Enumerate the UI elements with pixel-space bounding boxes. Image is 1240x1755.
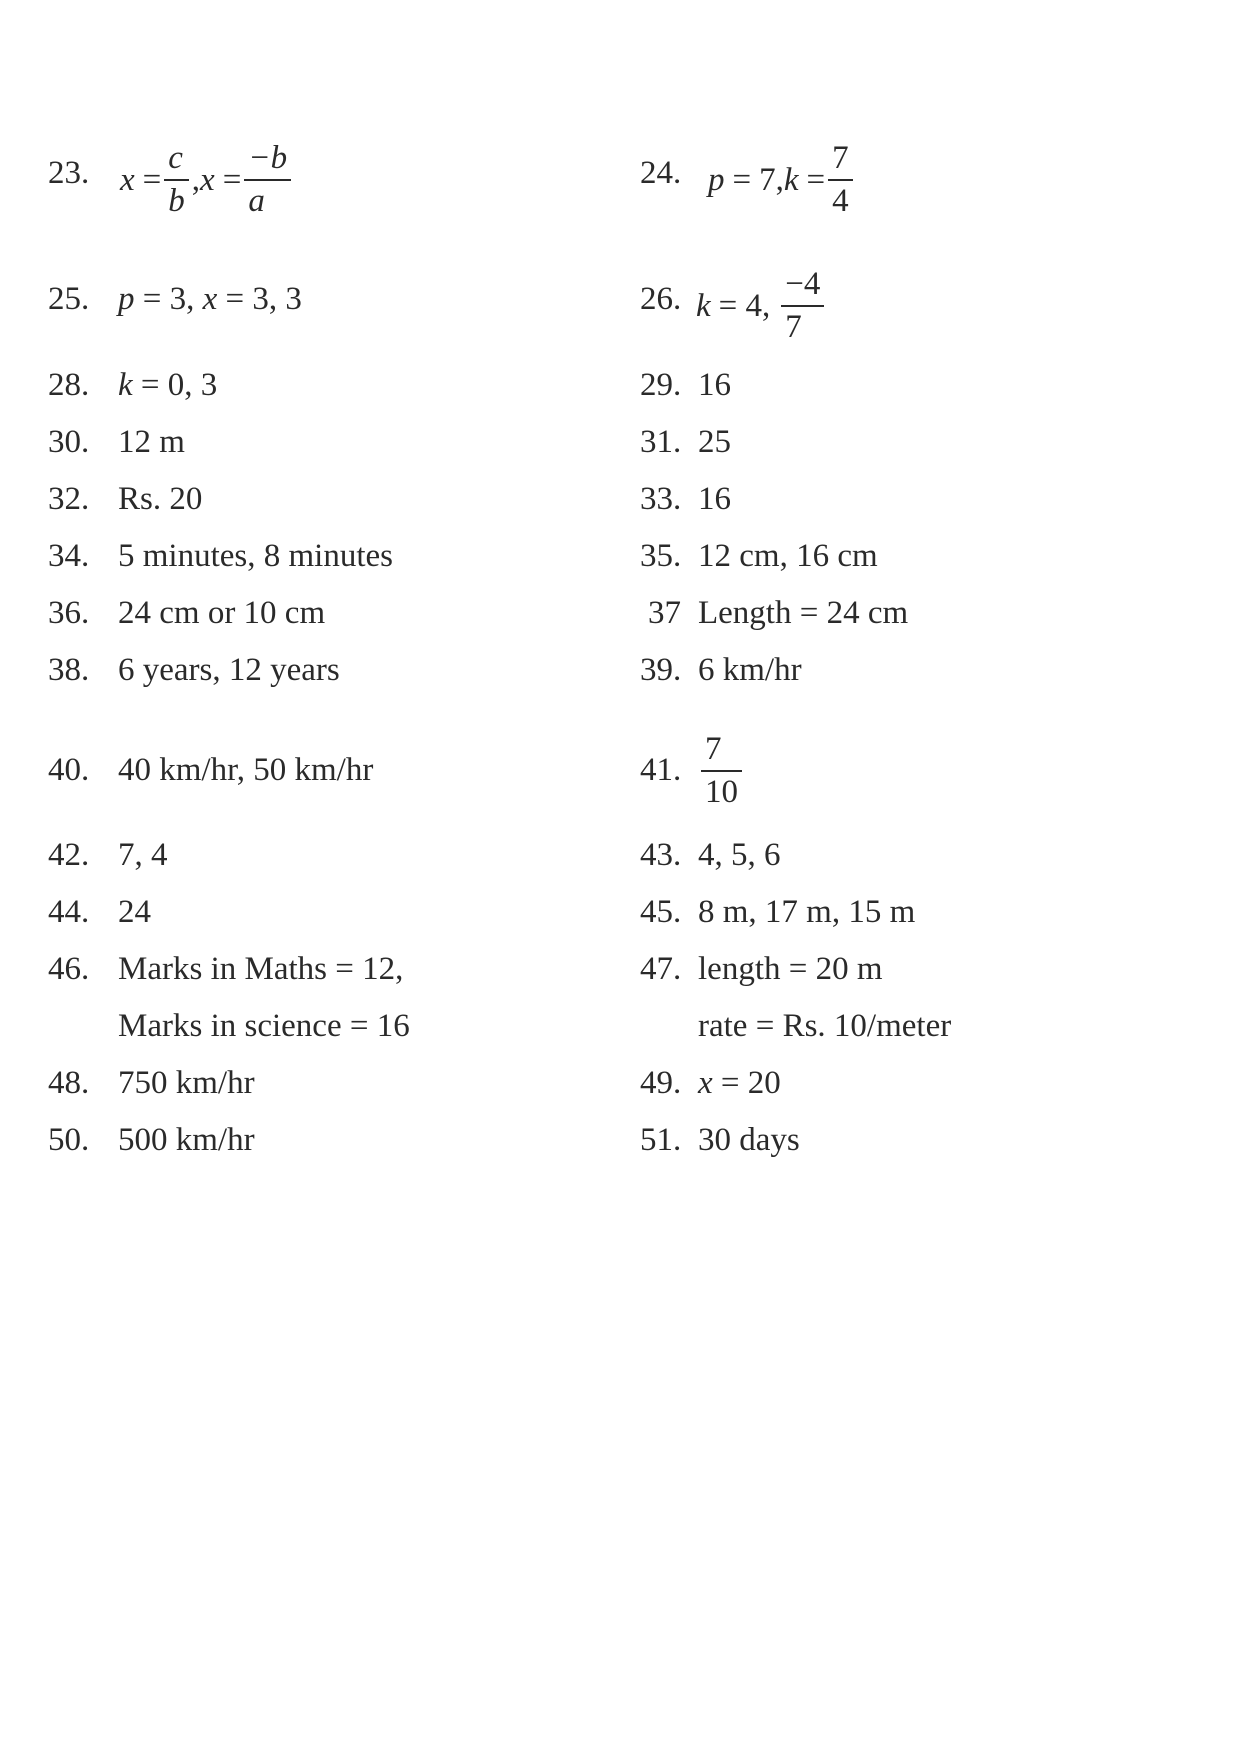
answer-number: 23. (48, 155, 90, 191)
answer-text: 24 (118, 894, 151, 930)
answer-number: 47. (640, 951, 682, 987)
answer-text: 5 minutes, 8 minutes (118, 538, 393, 574)
answer-text: 4, 5, 6 (698, 837, 781, 873)
fraction: $\frac{7}{10}$ (701, 733, 742, 809)
answer-text: Length = 24 cm (698, 595, 909, 631)
answer-text: 24 cm or 10 cm (118, 595, 326, 631)
answer-text: 12 m (118, 424, 185, 460)
answer-text: 12 cm, 16 cm (698, 538, 878, 574)
answer-text-line-2: rate = Rs. 10/meter (698, 1008, 952, 1044)
answer-number: 42. (48, 837, 90, 873)
fraction: $\frac{-b}{a}$ (244, 142, 291, 218)
answer-number: 43. (640, 837, 682, 873)
answer-number: 40. (48, 752, 90, 788)
answer-number: 37 (648, 595, 681, 631)
answer-text: x = 20 (698, 1065, 781, 1101)
answer-text: 750 km/hr (118, 1065, 255, 1101)
answer-number: 41. (640, 752, 682, 788)
answer-text: length = 20 m (698, 951, 883, 987)
answer-number: 38. (48, 652, 90, 688)
answer-text: Rs. 20 (118, 481, 203, 517)
answer-number: 48. (48, 1065, 90, 1101)
answer-text: 40 km/hr, 50 km/hr (118, 752, 374, 788)
answer-number: 29. (640, 367, 682, 403)
answer-number: 45. (640, 894, 682, 930)
fraction: $\frac{-4}{7}$ (781, 268, 824, 344)
answer-number: 24. (640, 155, 682, 191)
fraction: $\frac{c}{b}$ (164, 142, 189, 218)
answer-number: 32. (48, 481, 90, 517)
answer-text (698, 733, 745, 809)
answer-number: 31. (640, 424, 682, 460)
answer-text: 500 km/hr (118, 1122, 255, 1158)
answer-number: 49. (640, 1065, 682, 1101)
answer-text: 16 (698, 367, 731, 403)
answer-text: k = 0, 3 (118, 367, 218, 403)
answer-text: p = 3, x = 3, 3 (118, 281, 302, 317)
answer-number: 34. (48, 538, 90, 574)
answer-text: 7, 4 (118, 837, 168, 873)
answer-number: 44. (48, 894, 90, 930)
answer-number: 28. (48, 367, 90, 403)
answer-number: 26. (640, 281, 682, 317)
answer-text: 6 km/hr (698, 652, 802, 688)
answer-number: 50. (48, 1122, 90, 1158)
answer-number: 39. (640, 652, 682, 688)
answer-number: 30. (48, 424, 90, 460)
answer-number: 46. (48, 951, 90, 987)
answer-text: 30 days (698, 1122, 800, 1158)
answer-text: 8 m, 17 m, 15 m (698, 894, 916, 930)
answer-text: 16 (698, 481, 731, 517)
answer-text: x = $\frac{c}{b}$ , x = $\frac{-b}{a}$ (120, 142, 294, 218)
answer-text: 25 (698, 424, 731, 460)
answer-text: k = 4, $\frac{-4}{7}$ (696, 268, 827, 344)
answer-number: 25. (48, 281, 90, 317)
answer-number: 35. (640, 538, 682, 574)
answer-text-line-2: Marks in science = 16 (118, 1008, 410, 1044)
answer-text: p = 7 , k = $\frac{7}{4}$ (708, 142, 856, 218)
answer-text: Marks in Maths = 12, (118, 951, 404, 987)
answer-number: 51. (640, 1122, 682, 1158)
answer-number: 33. (640, 481, 682, 517)
answer-text: 6 years, 12 years (118, 652, 340, 688)
fraction: $\frac{7}{4}$ (828, 142, 853, 218)
answer-number: 36. (48, 595, 90, 631)
